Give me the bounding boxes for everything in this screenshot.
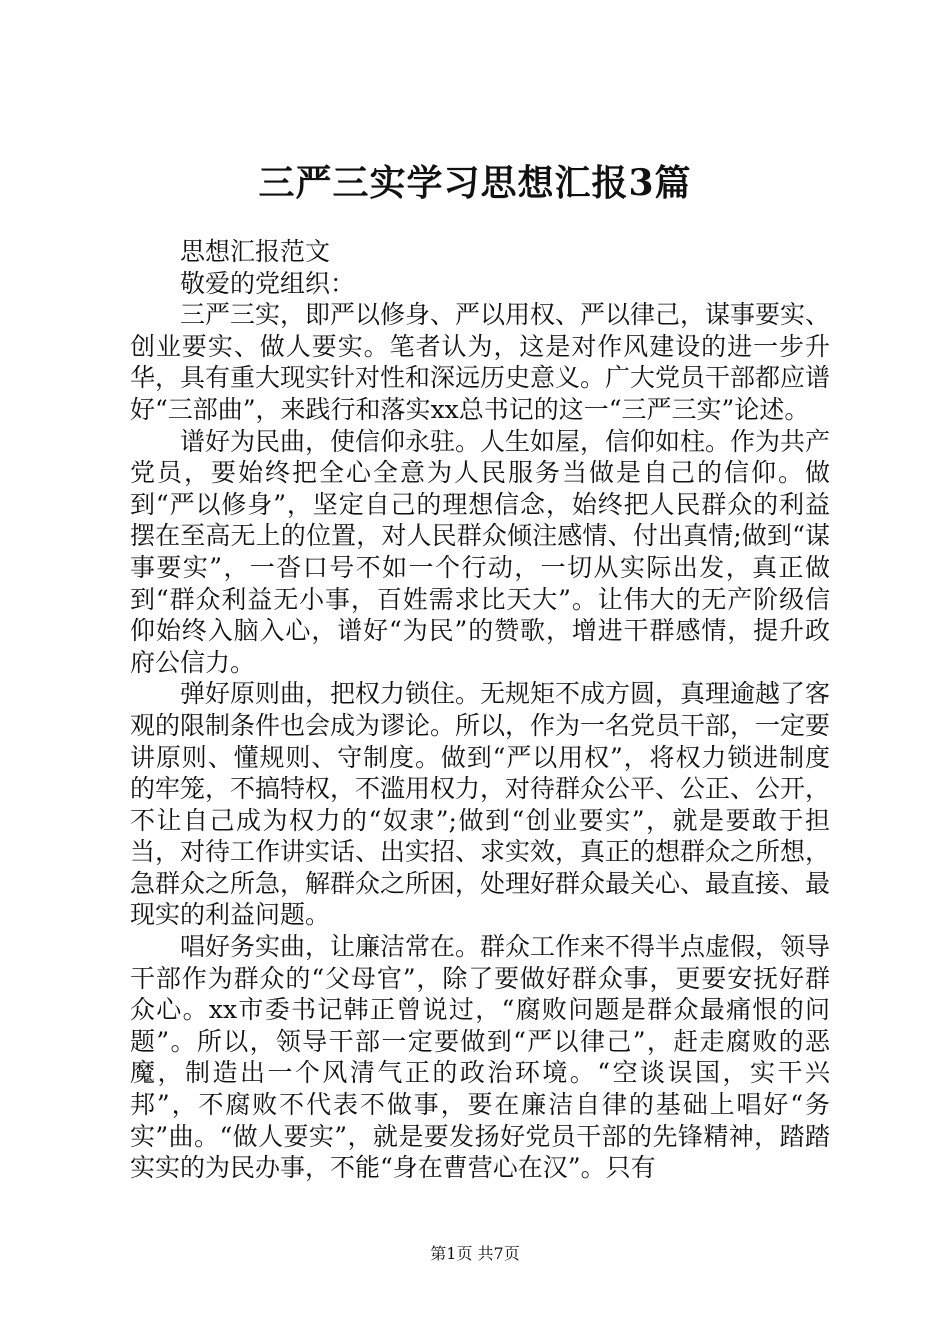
document-title: 三严三实学习思想汇报3篇 bbox=[258, 162, 692, 204]
document-body bbox=[130, 236, 830, 1184]
page-footer: 第1页 共7页 bbox=[430, 1244, 520, 1263]
paragraph-principle: 弹好原则曲，把权力锁住。无规矩不成方圆，真理逾越了客观的限制条件也会成为谬论。所以，作为一名党员干部，一定要讲原则、懂规则、守制度。做到“严以用权”，将权力锁进制度的牢笼，不搞特权，不滥用权力，对待群众公平、公正、公开，不让自己成为权力的“奴隶”;做到“创业要实”，就是要敢于担当，对待工作讲实话、出实招、求实效，真正的想群众之所想，急群众之所急，解群众之所困，处理好群众最关心、最直接、最现实的利益问题。 bbox=[130, 679, 831, 930]
paragraph-for-people: 谱好为民曲，使信仰永驻。人生如屋，信仰如柱。作为共产党员，要始终把全心全意为人民服务当做是自己的信仰。做到“严以修身”，坚定自己的理想信念，始终把人民群众的利益摆在至高无上的位置，对人民群众倾注感情、付出真情;做到“谋事要实”，一沓口号不如一个行动，一切从实际出发，真正做到“群众利益无小事，百姓需求比天大”。让伟大的无产阶级信仰始终入脑入心，谱好“为民”的赞歌，增进干群感情，提升政府公信力。 bbox=[130, 426, 831, 677]
salutation: 敬爱的党组织： bbox=[180, 268, 356, 298]
salutation-heading: 思想汇报范文 bbox=[180, 237, 331, 266]
paragraph-intro: 三严三实，即严以修身、严以用权、严以律己，谋事要实、创业要实、做人要实。笔者认为，这是对作风建设的进一步升华，具有重大现实针对性和深远历史意义。广大党员干部都应谱好“三部曲”，来践行和落实xx总书记的这一“三严三实”论述。 bbox=[130, 300, 831, 424]
paragraph-pragmatic: 唱好务实曲，让廉洁常在。群众工作来不得半点虚假，领导干部作为群众的“父母官”，除了要做好群众事，更要安抚好群众心。xx市委书记韩正曾说过，“腐败问题是群众最痛恨的问题”。所以，领导干部一定要做到“严以律己”，赶走腐败的恶魔，制造出一个风清气正的政治环境。“空谈误国，实干兴邦”，不腐败不代表不做事，要在廉洁自律的基础上唱好“务实”曲。“做人要实”，就是要发扬好党员干部的先锋精神，踏踏实实的为民办事，不能“身在曹营心在汉”。只有 bbox=[130, 932, 831, 1183]
